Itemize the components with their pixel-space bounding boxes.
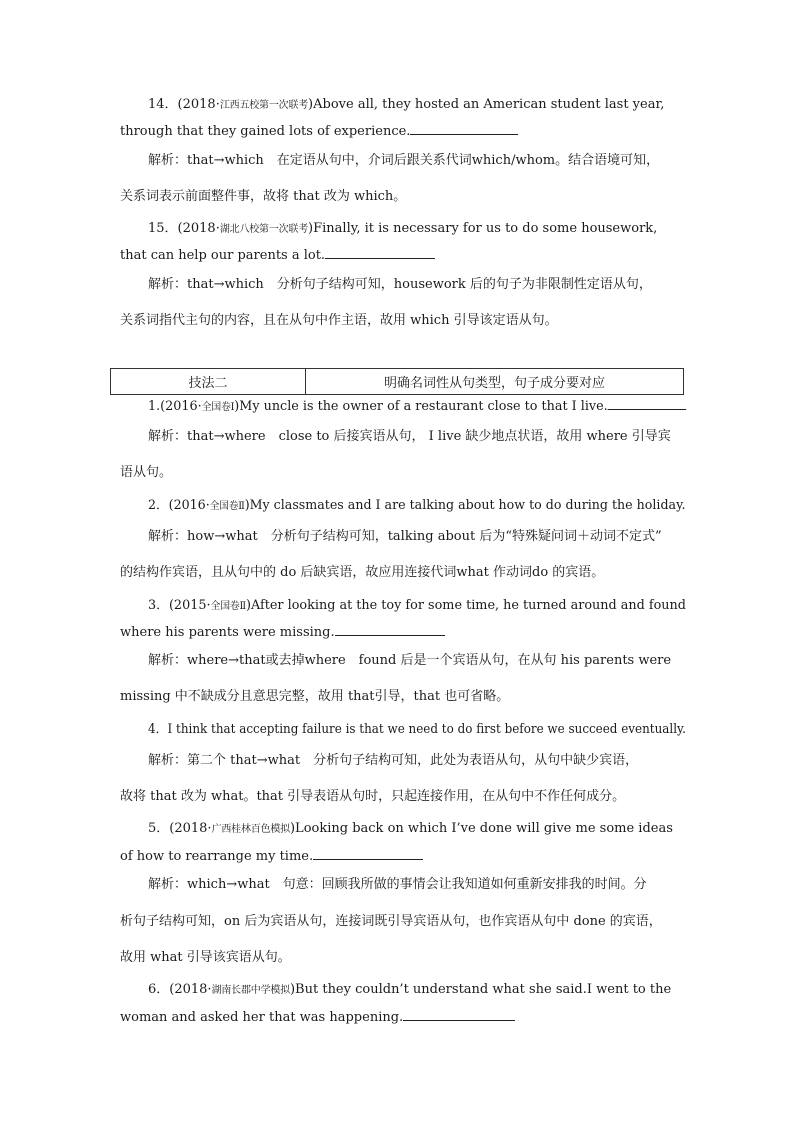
question-number: 3．: [148, 598, 169, 613]
analysis-t1-line-2: 语从句。: [120, 465, 173, 480]
analysis-t2-line-2: 的结构作宾语，且从句中的 do 后缺宾语，故应用连接代词what 作动词do 的宾语。: [120, 565, 605, 580]
question-stem: )Looking back on which I’ve done will give me some ideas: [289, 821, 673, 836]
answer-blank[interactable]: [403, 1008, 515, 1021]
answer-blank[interactable]: [335, 623, 445, 636]
question-number: 4．: [148, 722, 168, 737]
analysis-t5-line-3: 故用 what 引导该宾语从句。: [120, 950, 291, 965]
analysis-t4-line-2: 故将 that 改为 what。that 引导表语从句时，只起连接作用，在从句中不作任何成分。: [120, 789, 626, 804]
question-source: 湖南长郡中学模拟: [211, 985, 290, 996]
analysis-15-line-2: 关系词指代主句的内容，且在从句中作主语，故用 which 引导该定语从句。: [120, 313, 558, 328]
analysis-t1-line-1: 解析：that→where close to 后接宾语从句， I live 缺少地点状语，故用 where 引导宾: [148, 429, 671, 444]
question-number: 6．: [148, 982, 170, 997]
technique-label: 技法二: [111, 369, 306, 394]
answer-blank[interactable]: [410, 122, 518, 135]
question-stem: I think that accepting failure is that we need to do first before we succeed eventually.: [167, 722, 686, 737]
question-t1-line-1: [148, 397, 686, 417]
analysis-15-line-1: 解析：that→which 分析句子结构可知，housework 后的句子为非限制性定语从句，: [148, 277, 652, 292]
question-stem: of how to rearrange my time.: [120, 849, 314, 864]
question-stem: )But they couldn’t understand what she said.I went to the: [289, 982, 672, 997]
source-prefix: (2016·: [160, 399, 202, 414]
analysis-14-line-2: 关系词表示前面整件事，故将 that 改为 which。: [120, 189, 407, 204]
question-t3-line-1: [148, 597, 686, 616]
source-prefix: (2016·: [168, 498, 210, 513]
question-number: 1.: [148, 399, 161, 414]
question-source: 湖北八校第一次联考: [219, 224, 309, 235]
answer-blank[interactable]: [313, 847, 423, 860]
analysis-t3-line-2: missing 中不缺成分且意思完整，故用 that引导，that 也可省略。: [120, 689, 510, 704]
question-stem: )My classmates and I are talking about how to do during the holiday.: [244, 498, 686, 513]
question-t6-line-1: [148, 981, 671, 1000]
source-prefix: (2015·: [168, 598, 211, 613]
answer-blank[interactable]: [608, 397, 687, 410]
question-stem: that can help our parents a lot.: [120, 248, 326, 263]
question-t3-line-2: [120, 623, 445, 642]
answer-blank[interactable]: [325, 246, 435, 259]
question-stem: )My uncle is the owner of a restaurant close to that I live.: [234, 399, 608, 414]
analysis-t2-line-1: 解析：how→what 分析句子结构可知，talking about 后为“特殊疑问词＋动词不定式”: [148, 529, 662, 544]
question-t6-line-2: [120, 1008, 515, 1027]
analysis-t4-line-1: 解析：第二个 that→what 分析句子结构可知，此处为表语从句，从句中缺少宾语，: [148, 753, 639, 768]
question-stem: )After looking at the toy for some time, he turned around and found: [245, 598, 686, 613]
analysis-t5-line-1: 解析：which→what 句意：回顾我所做的事情会让我知道如何重新安排我的时间。分: [148, 877, 647, 892]
question-source: 广西桂林百色模拟: [211, 824, 290, 835]
question-number: 14．: [148, 97, 178, 112]
question-14-line-2: [120, 122, 518, 141]
question-stem: where his parents were missing.: [120, 625, 335, 640]
question-t4-line-1: [148, 721, 686, 739]
source-prefix: (2018·: [169, 982, 212, 997]
question-t5-line-1: [148, 820, 673, 839]
question-number: 2．: [148, 498, 169, 513]
question-source: 全国卷Ⅱ: [210, 601, 246, 612]
question-number: 5．: [148, 821, 170, 836]
question-number: 15．: [148, 221, 178, 236]
source-prefix: (2018·: [177, 97, 220, 112]
question-stem: woman and asked her that was happening.: [120, 1010, 404, 1025]
analysis-t5-line-2: 析句子结构可知，on 后为宾语从句，连接词既引导宾语从句，也作宾语从句中 done 的宾语，: [120, 914, 662, 929]
question-t2-line-1: [148, 497, 686, 516]
source-prefix: (2018·: [177, 221, 220, 236]
source-prefix: (2018·: [169, 821, 212, 836]
question-t5-line-2: [120, 847, 423, 866]
question-stem: )Finally, it is necessary for us to do some housework,: [308, 221, 658, 236]
question-source: 全国卷Ⅰ: [201, 402, 235, 413]
technique-table: [110, 368, 684, 395]
question-15-line-1: [148, 220, 657, 239]
analysis-14-line-1: 解析：that→which 在定语从句中，介词后跟关系代词which/whom。结合语境可知，: [148, 153, 660, 168]
question-14-line-1: [148, 96, 664, 115]
technique-title: 明确名词性从句类型，句子成分要对应: [383, 376, 605, 391]
question-source: 全国卷Ⅱ: [209, 501, 245, 512]
question-stem: through that they gained lots of experience.: [120, 124, 411, 139]
question-stem: )Above all, they hosted an American student last year,: [308, 97, 665, 112]
question-source: 江西五校第一次联考: [219, 100, 309, 111]
question-15-line-2: [120, 246, 435, 265]
analysis-t3-line-1: 解析：where→that或去掉where found 后是一个宾语从句，在从句 his parents were: [148, 653, 672, 668]
